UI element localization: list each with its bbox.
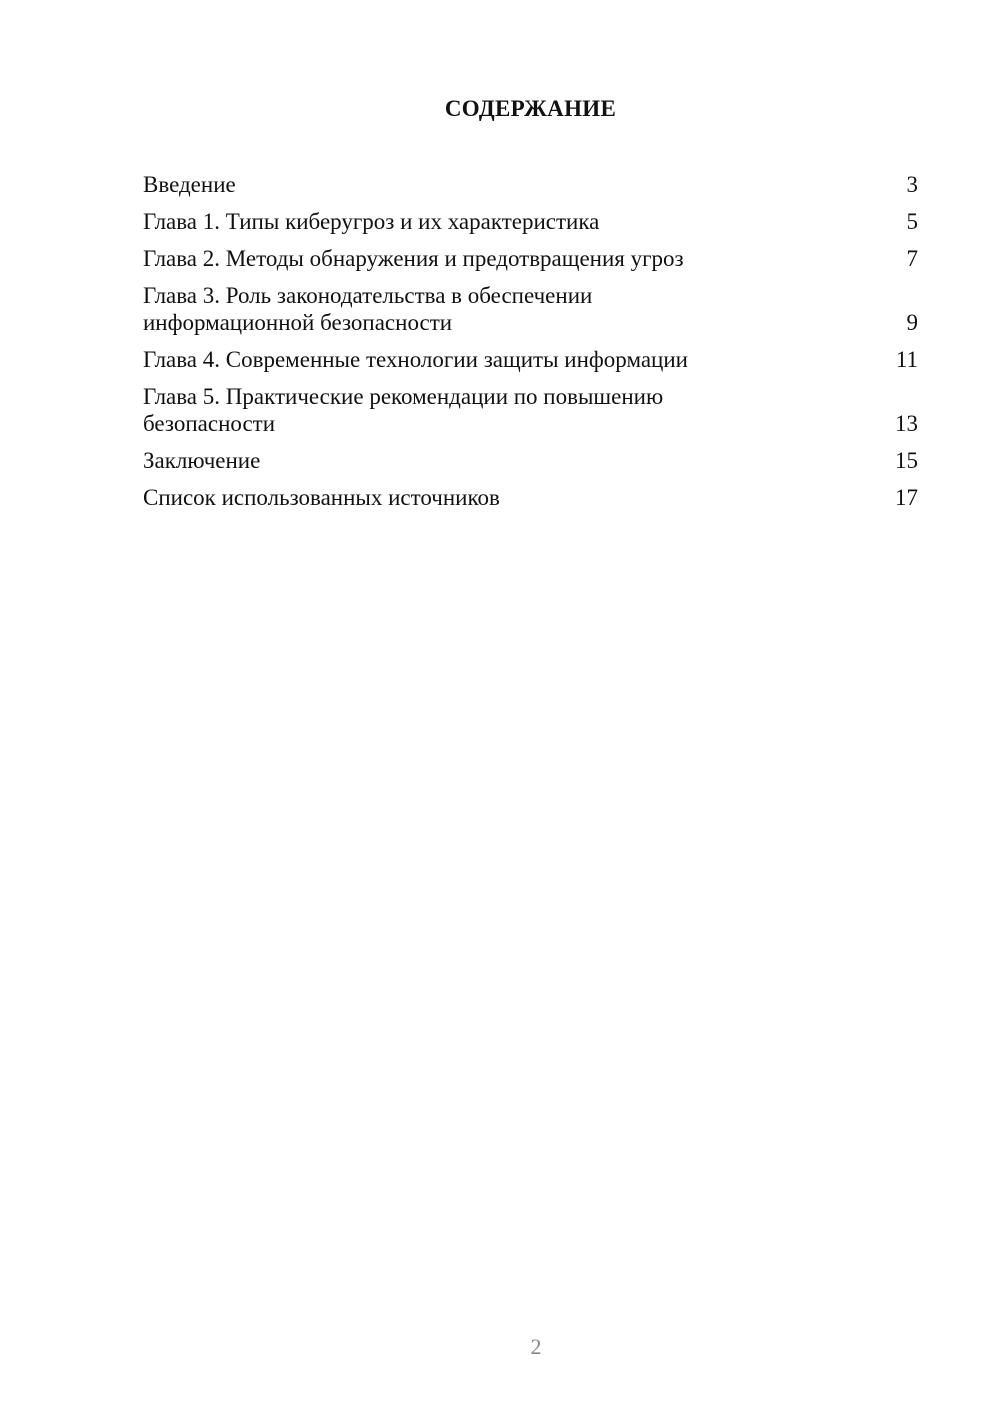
toc-entry-text: Глава 1. Типы киберугроз и их характеристика	[143, 209, 600, 234]
toc-entry-page: 17	[895, 485, 918, 510]
toc-entry-text: Глава 4. Современные технологии защиты информации	[143, 347, 688, 372]
toc-entry-references[interactable]	[143, 484, 918, 511]
toc-entry-text: Глава 3. Роль законодательства в обеспечении информационной безопасности	[143, 283, 593, 335]
toc-entry-page: 11	[895, 347, 918, 372]
toc-entry-text: Глава 5. Практические рекомендации по повышению безопасности	[143, 384, 664, 436]
toc-entry-text: Введение	[143, 172, 236, 197]
toc-entry-page: 5	[906, 209, 918, 234]
toc-entry-text: Заключение	[143, 448, 261, 473]
page-number: 2	[530, 1334, 542, 1359]
toc-entry-page: 13	[895, 411, 918, 436]
toc-entry-chapter-1[interactable]	[143, 208, 918, 235]
toc-entry-chapter-5[interactable]	[143, 383, 918, 437]
table-of-contents	[143, 171, 918, 521]
toc-entry-text: Глава 2. Методы обнаружения и предотвращения угроз	[143, 246, 684, 271]
toc-entry-chapter-3[interactable]	[143, 282, 918, 336]
toc-entry-page: 9	[906, 310, 918, 335]
toc-entry-page: 3	[906, 172, 918, 197]
toc-entry-chapter-4[interactable]	[143, 346, 918, 373]
toc-entry-conclusion[interactable]	[143, 447, 918, 474]
toc-entry-page: 7	[906, 246, 918, 271]
page-title: СОДЕРЖАНИЕ	[444, 96, 617, 121]
toc-entry-introduction[interactable]	[143, 171, 918, 198]
toc-entry-page: 15	[895, 448, 918, 473]
toc-entry-text: Список использованных источников	[143, 485, 500, 510]
toc-entry-chapter-2[interactable]	[143, 245, 918, 272]
